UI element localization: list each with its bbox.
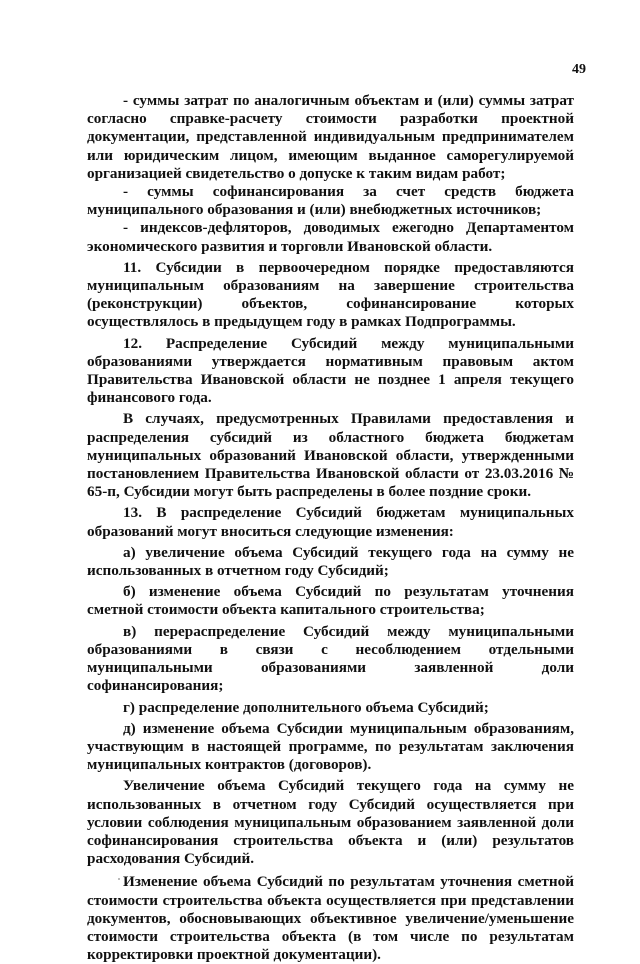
page-number: 49 [572,62,586,77]
paragraph-change-d: г) распределение дополнительного объема Субсидий; [123,698,489,716]
paragraph-item-13: 13. В распределение Субсидий бюджетам муниципальных образований могут вноситься следующие изменения: [87,504,574,540]
document-body [87,92,574,964]
scan-artifact [118,878,120,880]
paragraph-change-a: а) увеличение объема Субсидий текущего года на сумму не использованных в отчетном году Субсидий; [87,543,574,580]
paragraph-deflators: - индексов-дефляторов, доводимых ежегодно Департаментом экономического развития и торговли Ивановской области. [87,219,574,255]
paragraph-change-c: в) перераспределение Субсидий между муниципальными образованиями в связи с несоблюдением отдельными муниципальными образованиями заявленной доли софинансирования; [87,622,574,695]
paragraph-item-12: 12. Распределение Субсидий между муниципальными образованиями утверждается нормативным правовым актом Правительства Ивановской области не позднее 1 апреля текущего финансового года. [87,334,574,407]
paragraph-increase-condition: Увеличение объема Субсидий текущего года на сумму не использованных в отчетном году Субсидий осуществляется при условии соблюдения муниципальным образованием заявленной доли софинансирования строительства объекта и (или) результатов расходования Субсидий. [87,777,574,868]
paragraph-change-e: д) изменение объема Субсидии муниципальным образованиям, участвующим в настоящей программе, по результатам заключения муниципальных контрактов (договоров). [87,719,574,774]
paragraph-cost-analogs: - суммы затрат по аналогичным объектам и (или) суммы затрат согласно справке-расчету стоимости разработки проектной документации, представленной индивидуальным предпринимателем или юридическим лицом, имеющим выданное саморегулируемой организацией свидетельство о допуске к таким видам работ; [87,92,574,182]
paragraph-item-11: 11. Субсидии в первоочередном порядке предоставляются муниципальным образованиям на завершение строительства (реконструкции) объектов, софинансирование которых осуществлялось в предыдущем году в рамках Подпрограммы. [87,258,574,331]
paragraph-change-condition: Изменение объема Субсидий по результатам уточнения сметной стоимости строительства объекта осуществляется при представлении документов, обосновывающих объективное увеличение/уменьшение стоимости строительства объекта (в том числе по результатам корректировки проектной документации). [87,873,574,964]
paragraph-change-b: б) изменение объема Субсидий по результатам уточнения сметной стоимости объекта капитального строительства; [87,583,574,619]
paragraph-cofinancing: - суммы софинансирования за счет средств бюджета муниципального образования и (или) внебюджетных источников; [87,183,574,219]
paragraph-later-distribution: В случаях, предусмотренных Правилами предоставления и распределения субсидий из областного бюджета бюджетам муниципальных образований Ивановской области, утвержденными постановлением Правительства Ивановской области от 23.03.2016 № 65-п, Субсидии могут быть распределены в более поздние сроки. [87,410,574,501]
